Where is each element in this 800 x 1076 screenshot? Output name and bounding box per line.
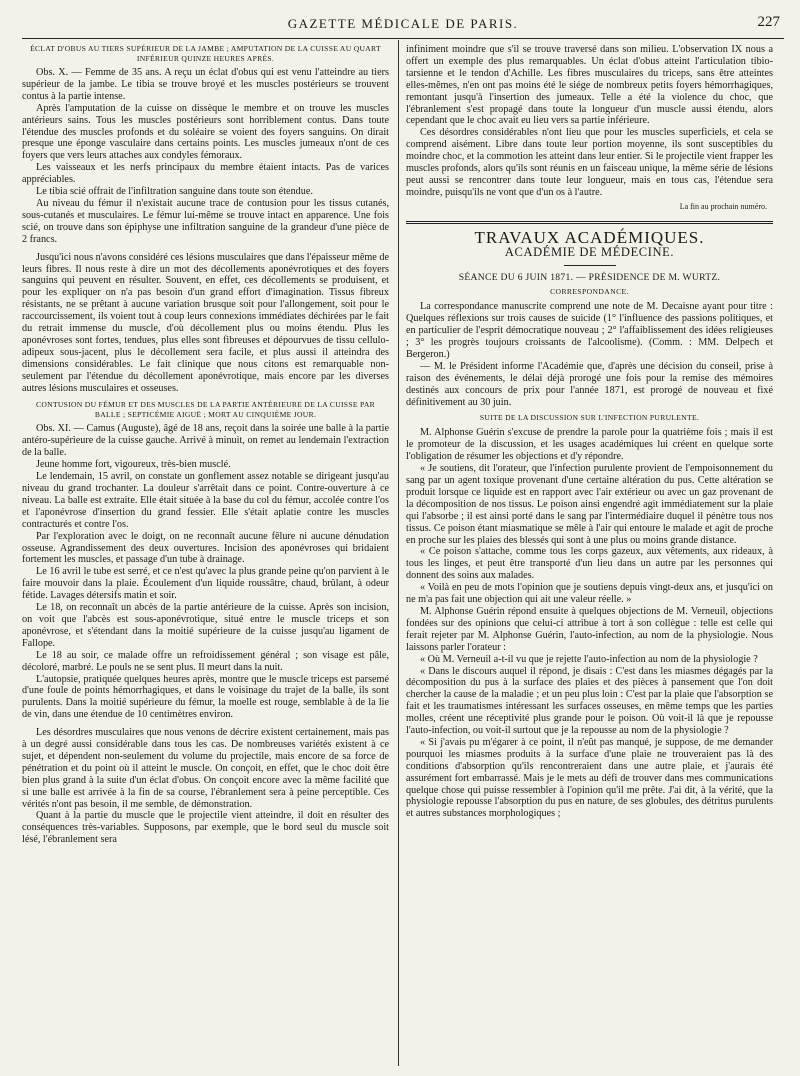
paragraph: M. Alphonse Guérin s'excuse de prendre la parole pour la quatrième fois ; mais il est le promoteur de la discussion, et les usages académiques lui créent en quelque sorte l'obligation de résumer les objections et d'y répondre.	[406, 427, 773, 463]
newspaper-page	[22, 10, 784, 1068]
paragraph: Le 18 au soir, ce malade offre un refroidissement général ; son visage est pâle, décoloré, marbré. Le pouls ne se sent plus. Il meurt dans la nuit.	[22, 649, 389, 673]
column-separator	[398, 40, 399, 1066]
continued-note: La fin au prochain numéro.	[679, 201, 767, 211]
section-heading-obs10: ÉCLAT D'OBUS AU TIERS SUPÉRIEUR DE LA JAMBE ; AMPUTATION DE LA CUISSE AU QUART INFÉRIEUR QUINZE HEURES APRÈS.	[30, 44, 381, 63]
paragraph: Le 16 avril le tube est serré, et ce n'est qu'avec la plus grande peine qu'on parvient à le faire mouvoir dans la plaie. Écoulement d'un liquide roussâtre, chaud, brûlant, à odeur fétide. Lavages détersifs matin et soir.	[22, 566, 389, 602]
paragraph: « Si j'avais pu m'égarer à ce point, il n'eût pas manqué, je suppose, de me demander pourquoi les miasmes produits à la surface d'une plaie ne trouveraient pas là des conditions d'absorption qu'ils rencontreraient dans une autre plaie, et j'aurais été assurément fort embarrassé. Mais je le mets au défi de trouver dans mes communications quelque chose qui puisse ressembler à l'opinion qu'il me prête. J'ai dit, à la vérité, que la physiologie repousse l'absorption du pus en nature, de ses globules, des détritus purulents et autres substances morphologiques ;	[406, 736, 773, 820]
section-divider	[406, 221, 773, 224]
paragraph: Jeune homme fort, vigoureux, très-bien musclé.	[36, 459, 231, 471]
paragraph: La correspondance manuscrite comprend une note de M. Decaisne ayant pour titre : Quelques réflexions sur trois causes de suicide (1° l'influence des passions politiques, et en particulier de l'esprit démocratique nouveau ; 2° l'affaiblissement des idées religieuses ; 3° les progrès toujours croissants de l'alcoolisme). (Comm. : MM. Delpech et Bergeron.)	[406, 301, 773, 360]
section-heading-obs11: CONTUSION DU FÉMUR ET DES MUSCLES DE LA PARTIE ANTÉRIEURE DE LA CUISSE PAR BALLE ; SEPTICÉMIE AIGUË ; MORT AU CINQUIÈME JOUR.	[36, 400, 375, 419]
short-divider	[564, 265, 616, 266]
paragraph: Le 18, on reconnaît un abcès de la partie antérieure de la cuisse. Après son incision, on voit que l'abcès est sous-aponévrotique, situé entre le muscle triceps et son aponévrose, et s'étendant dans la moitié supérieure de la cuisse jusqu'au ligament de Fallope.	[22, 602, 389, 649]
paragraph: infiniment moindre que s'il se trouve traversé dans son milieu. L'observation IX nous a offert un exemple des plus remarquables. Un éclat d'obus atteint l'articulation tibio-tarsienne et le tendon d'Achille. Les fibres musculaires du triceps, sans être atteintes elles-mêmes, n'en ont pas moins été le siége de nombreux petits foyers hémorrhagiques, remontant jusqu'à l'insertion des jumeaux. Telle a été la violence du choc, que l'ébranlement s'est propagé dans toute la longueur d'un muscle aussi étendu, alors cependant que le choc avait eu lieu vers sa partie inférieure.	[406, 44, 773, 127]
paragraph: Quant à la partie du muscle que le projectile vient atteindre, il doit en résulter des conséquences très-variables. Supposons, par exemple, que le bord seul du muscle soit lésé, l'ébranlement sera	[22, 810, 389, 846]
section-subtitle: ACADÉMIE DE MÉDECINE.	[504, 244, 675, 259]
paragraph: Obs. XI. — Camus (Auguste), âgé de 18 ans, reçoit dans la soirée une balle à la partie antéro-supérieure de la cuisse gauche. Arrivé à minuit, on remet au lendemain l'extraction de la balle.	[22, 423, 389, 459]
discussion-heading: SUITE DE LA DISCUSSION SUR L'INFECTION PURULENTE.	[479, 413, 700, 423]
paragraph: « Où M. Verneuil a-t-il vu que je rejette l'auto-infection au nom de la physiologie ?	[420, 653, 758, 665]
paragraph: Le tibia scié offrait de l'infiltration sanguine dans toute son étendue.	[36, 186, 313, 198]
paragraph: Jusqu'ici nous n'avons considéré ces lésions musculaires que dans l'épaisseur même de leurs fibres. Il nous reste à dire un mot des décollements aponévrotiques et des foyers sanguins qui peuvent en résulter. Souvent, en effet, ces décollements se produisent, et pour les expliquer on n'a pas besoin d'un grand effort d'imagination. Tissus fibreux résistants, ne se prêtant à aucune variation brusque soit pour l'allongement, soit pour le raccourcissement, ils voient tout à coup leurs connexions immédiates déchirées par le fait du retrait immense du muscle, d'où décollement plus ou moins étendu. Plus les aponévroses sont fortes, tendues, plus elles sont fibreuses et dépourvues de tissu cellulo-adipeux sous-jacent, plus le décollement sera facile, et plus aussi il atteindra des dimensions considérables. Le fait clinique que nous citons est remarquable non-seulement par l'étendue du décollement aponévrotique, mais encore par les diverses autres lésions musculaires et osseuses.	[22, 251, 389, 394]
page-header	[22, 10, 784, 32]
paragraph: Au niveau du fémur il n'existait aucune trace de contusion pour les tissus cutanés, sous-cutanés et musculaires. Le fémur lui-même se trouve intact en apparence. Une fois scié, on trouve dans son épiphyse une infiltration sanguine de la grandeur d'une pièce de 2 francs.	[22, 197, 389, 245]
paragraph: Ces désordres considérables n'ont lieu que pour les muscles superficiels, et cela se comprend aisément. Libre dans toute leur portion moyenne, ils sont susceptibles du moindre choc, et la commotion les atteint dans leur entier. Si le projectile vient frapper les muscles profonds, alors qu'ils sont réunis en un faisceau unique, la même série de lésions peut aussi se rencontrer dans toute leur longueur, mais en tous cas, l'étendue sera moindre, puisqu'ils ne vont que d'un os à l'autre.	[406, 127, 773, 198]
paragraph: Les désordres musculaires que nous venons de décrire existent certainement, mais pas à un degré aussi considérable dans tous les cas. De nombreuses variétés existent à ce sujet, et dépendent non-seulement du volume du projectile, mais encore de sa force de pénétration et du point où il atteint le muscle. On conçoit, en effet, que le choc doit être bien plus grand à la suite d'un éclat d'obus. On conçoit encore avec la même facilité que si une balle est arrivée à la fin de sa course, l'ébranlement sera à peine perceptible. Ces vérités n'ont pas besoin, il me semble, de démonstration.	[22, 727, 389, 810]
paragraph: « Ce poison s'attache, comme tous les corps gazeux, aux vêtements, aux rideaux, à tous les linges, et peut être transporté d'un lieu dans un autre par les personnes qui donnent des soins aux malades.	[406, 546, 773, 582]
left-column	[22, 44, 389, 1066]
paragraph: Après l'amputation de la cuisse on dissèque le membre et on trouve les muscles antérieurs sains. Tous les muscles postérieurs sont horriblement contus. Dans toute l'étendue des muscles profonds et du soléaire se voient des foyers sanguins. On dirait presque une éponge vasculaire dans certains points. Les muscles jumeaux n'ont de ces foyers que vers leurs attaches aux condyles fémoraux.	[22, 102, 389, 162]
section-title: TRAVAUX ACADÉMIQUES.	[474, 227, 705, 247]
correspondence-heading: CORRESPONDANCE.	[550, 287, 629, 297]
header-rule	[22, 38, 784, 39]
paragraph: — M. le Président informe l'Académie que, d'après une décision du conseil, prise à raison des événements, le délai déjà prorogé une fois pour la remise des mémoires destinés aux concours de prix pour l'année 1871, est prorogé de nouveau et fixé définitivement au 30 juin.	[406, 360, 773, 408]
page-number: 227	[757, 14, 780, 30]
paragraph: Les vaisseaux et les nerfs principaux du membre étaient intacts. Pas de varices appréciables.	[22, 162, 389, 186]
paragraph: « Dans le discours auquel il répond, je disais : C'est dans les miasmes dégagés par la décomposition du pus à la surface des plaies et des pièces à pansement que l'on doit chercher la cause de la maladie ; et un peu plus loin : C'est par la plaie que l'absorption se fait et les traumatismes intéressant les surfaces osseuses, en même temps que les parties molles, créent une réceptivité plus grande pour le poison. Où voit-il là que je repousse l'auto-infection, ou voit-il surtout que je la repousse au nom de la physiologie ?	[406, 665, 773, 737]
paragraph: Par l'exploration avec le doigt, on ne reconnaît aucune fêlure ni aucune dénudation osseuse. Agrandissement des deux ouvertures. Incision des aponévroses qui bridaient fortement les muscles, et passage d'un tube à drainage.	[22, 530, 389, 566]
session-line: SÉANCE DU 6 JUIN 1871. — PRÉSIDENCE DE M. WURTZ.	[458, 271, 721, 283]
paragraph: Le lendemain, 15 avril, on constate un gonflement assez notable se dirigeant jusqu'au niveau du grand trochanter. La douleur s'arrêtait dans ce point. Contre-ouverture à ce niveau. La balle est extraite. Elle était située à la base du col du fémur, accolée contre l'os et l'aponévrose d'insertion du grand fessier. Elle s'était aplatie contre les muscles contracturés et contre l'os.	[22, 471, 389, 530]
paragraph: « Voilà en peu de mots l'opinion que je soutiens depuis vingt-deux ans, et jusqu'ici on ne m'a pas fait une objection qui ait une valeur réelle. »	[406, 582, 773, 606]
paragraph: M. Alphonse Guérin répond ensuite à quelques objections de M. Verneuil, objections fondées sur des opinions que celui-ci attribue à tort à son collègue : telle est celle qui ferait rejeter par M. Alphonse Guérin, l'auto-infection, au nom de la physiologie. Nous laissons parler l'orateur :	[406, 605, 773, 653]
paragraph: Obs. X. — Femme de 35 ans. A reçu un éclat d'obus qui est venu l'atteindre au tiers supérieur de la jambe. Le tibia se trouve broyé et les muscles postérieurs se trouvent contus à la partie intense.	[22, 67, 389, 102]
right-column	[406, 44, 773, 1066]
paragraph: L'autopsie, pratiquée quelques heures après, montre que le muscle triceps est parsemé d'une foule de points hémorrhagiques, et dans le voisinage du trajet de la balle, ils sont purulents. Dans la moitié supérieure du fémur, la moelle est rouge, semblable à de la lie de vin, dans une étendue de 10 centimètres environ.	[22, 673, 389, 721]
paragraph: « Je soutiens, dit l'orateur, que l'infection purulente provient de l'empoisonnement du sang par un agent toxique provenant d'une certaine altération du pus. Cette altération se produit lorsque ce liquide est en rapport avec l'air extérieur ou avec un gaz provenant de la décomposition de nos tissus. Le poison ainsi engendré agit immédiatement sur la plaie qui l'absorbe ; il est ainsi porté dans le sang par l'intermédiaire duquel il pénètre tous nos tissus. Ce poison étant miasmatique se mêle à l'air qui entoure le malade et agit de proche en proche sur les plaies des blessés qui sont à une plus ou moins grande distance.	[406, 463, 773, 546]
journal-title: GAZETTE MÉDICALE DE PARIS.	[287, 16, 519, 31]
